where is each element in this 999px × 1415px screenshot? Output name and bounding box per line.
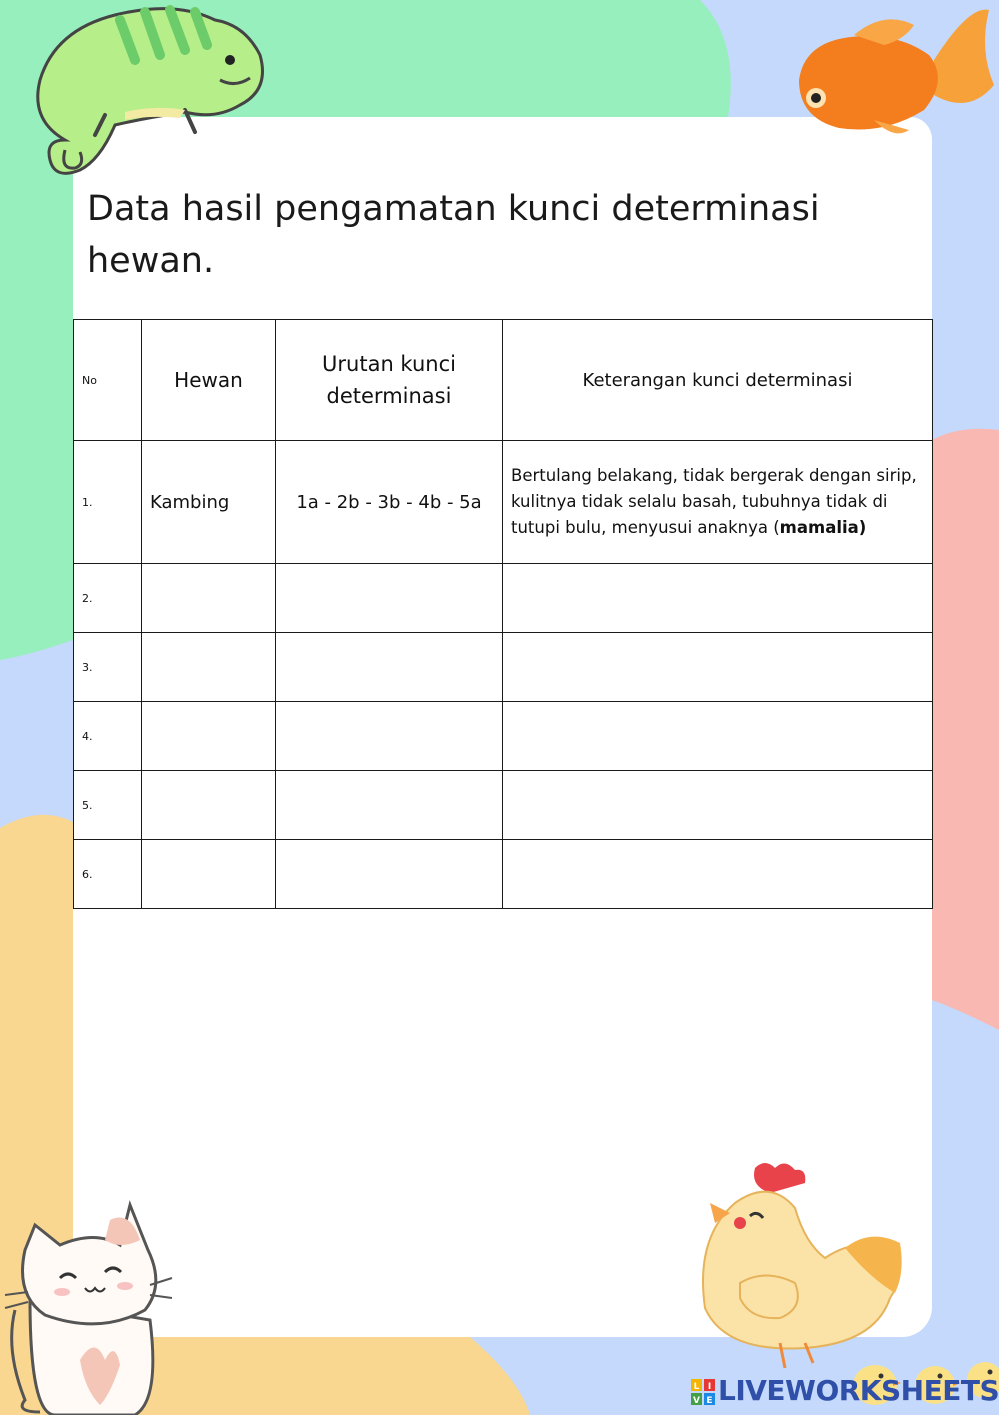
cell-no: 4. [74,702,142,771]
cell-urutan[interactable] [276,633,503,702]
header-urutan: Urutan kunci determinasi [276,320,503,441]
table-row [74,564,933,633]
logo-mark-letter: I [707,1382,712,1392]
liveworksheets-logo-icon [691,1379,715,1405]
cell-keterangan[interactable] [503,564,933,633]
header-no: No [74,320,142,441]
cell-hewan[interactable] [142,633,276,702]
cell-hewan[interactable] [142,771,276,840]
cell-keterangan[interactable] [503,633,933,702]
cell-no: 6. [74,840,142,909]
cat-illustration [0,1200,175,1415]
cell-hewan[interactable]: Kambing [142,441,276,564]
header-keterangan: Keterangan kunci determinasi [503,320,933,441]
cell-no: 1. [74,441,142,564]
table-row [74,633,933,702]
cell-keterangan[interactable] [503,702,933,771]
cell-no: 3. [74,633,142,702]
table-row [74,441,933,564]
cell-urutan[interactable] [276,771,503,840]
goldfish-illustration [784,0,999,150]
cell-urutan[interactable] [276,702,503,771]
cell-keterangan[interactable] [503,771,933,840]
cell-urutan[interactable]: 1a - 2b - 3b - 4b - 5a [276,441,503,564]
table-row [74,840,933,909]
cell-no: 2. [74,564,142,633]
cell-keterangan[interactable] [503,840,933,909]
table-row [74,702,933,771]
keterangan-text: Bertulang belakang, tidak bergerak dengan sirip, kulitnya tidak selalu basah, tubuhnya tidak di tutupi bulu, menyusui anaknya ( [511,466,917,537]
keterangan-bold: mamalia) [779,518,867,537]
cell-hewan[interactable] [142,702,276,771]
cell-keterangan[interactable] [503,441,933,564]
page-title: Data hasil pengamatan kunci determinasi hewan. [87,189,820,281]
pink-blob [932,429,999,1030]
determination-table [73,319,933,909]
header-hewan: Hewan [142,320,276,441]
cell-no: 5. [74,771,142,840]
logo-mark-letter: V [693,1396,700,1405]
logo-mark-letter: E [706,1396,713,1405]
cell-hewan[interactable] [142,840,276,909]
liveworksheets-logo-text[interactable]: LIVEWORKSHEETS [718,1374,999,1407]
cell-urutan[interactable] [276,564,503,633]
logo-mark-letter: L [693,1382,700,1392]
table-header-row [74,320,933,441]
cell-hewan[interactable] [142,564,276,633]
chameleon-illustration [25,0,275,190]
table-row [74,771,933,840]
cell-urutan[interactable] [276,840,503,909]
